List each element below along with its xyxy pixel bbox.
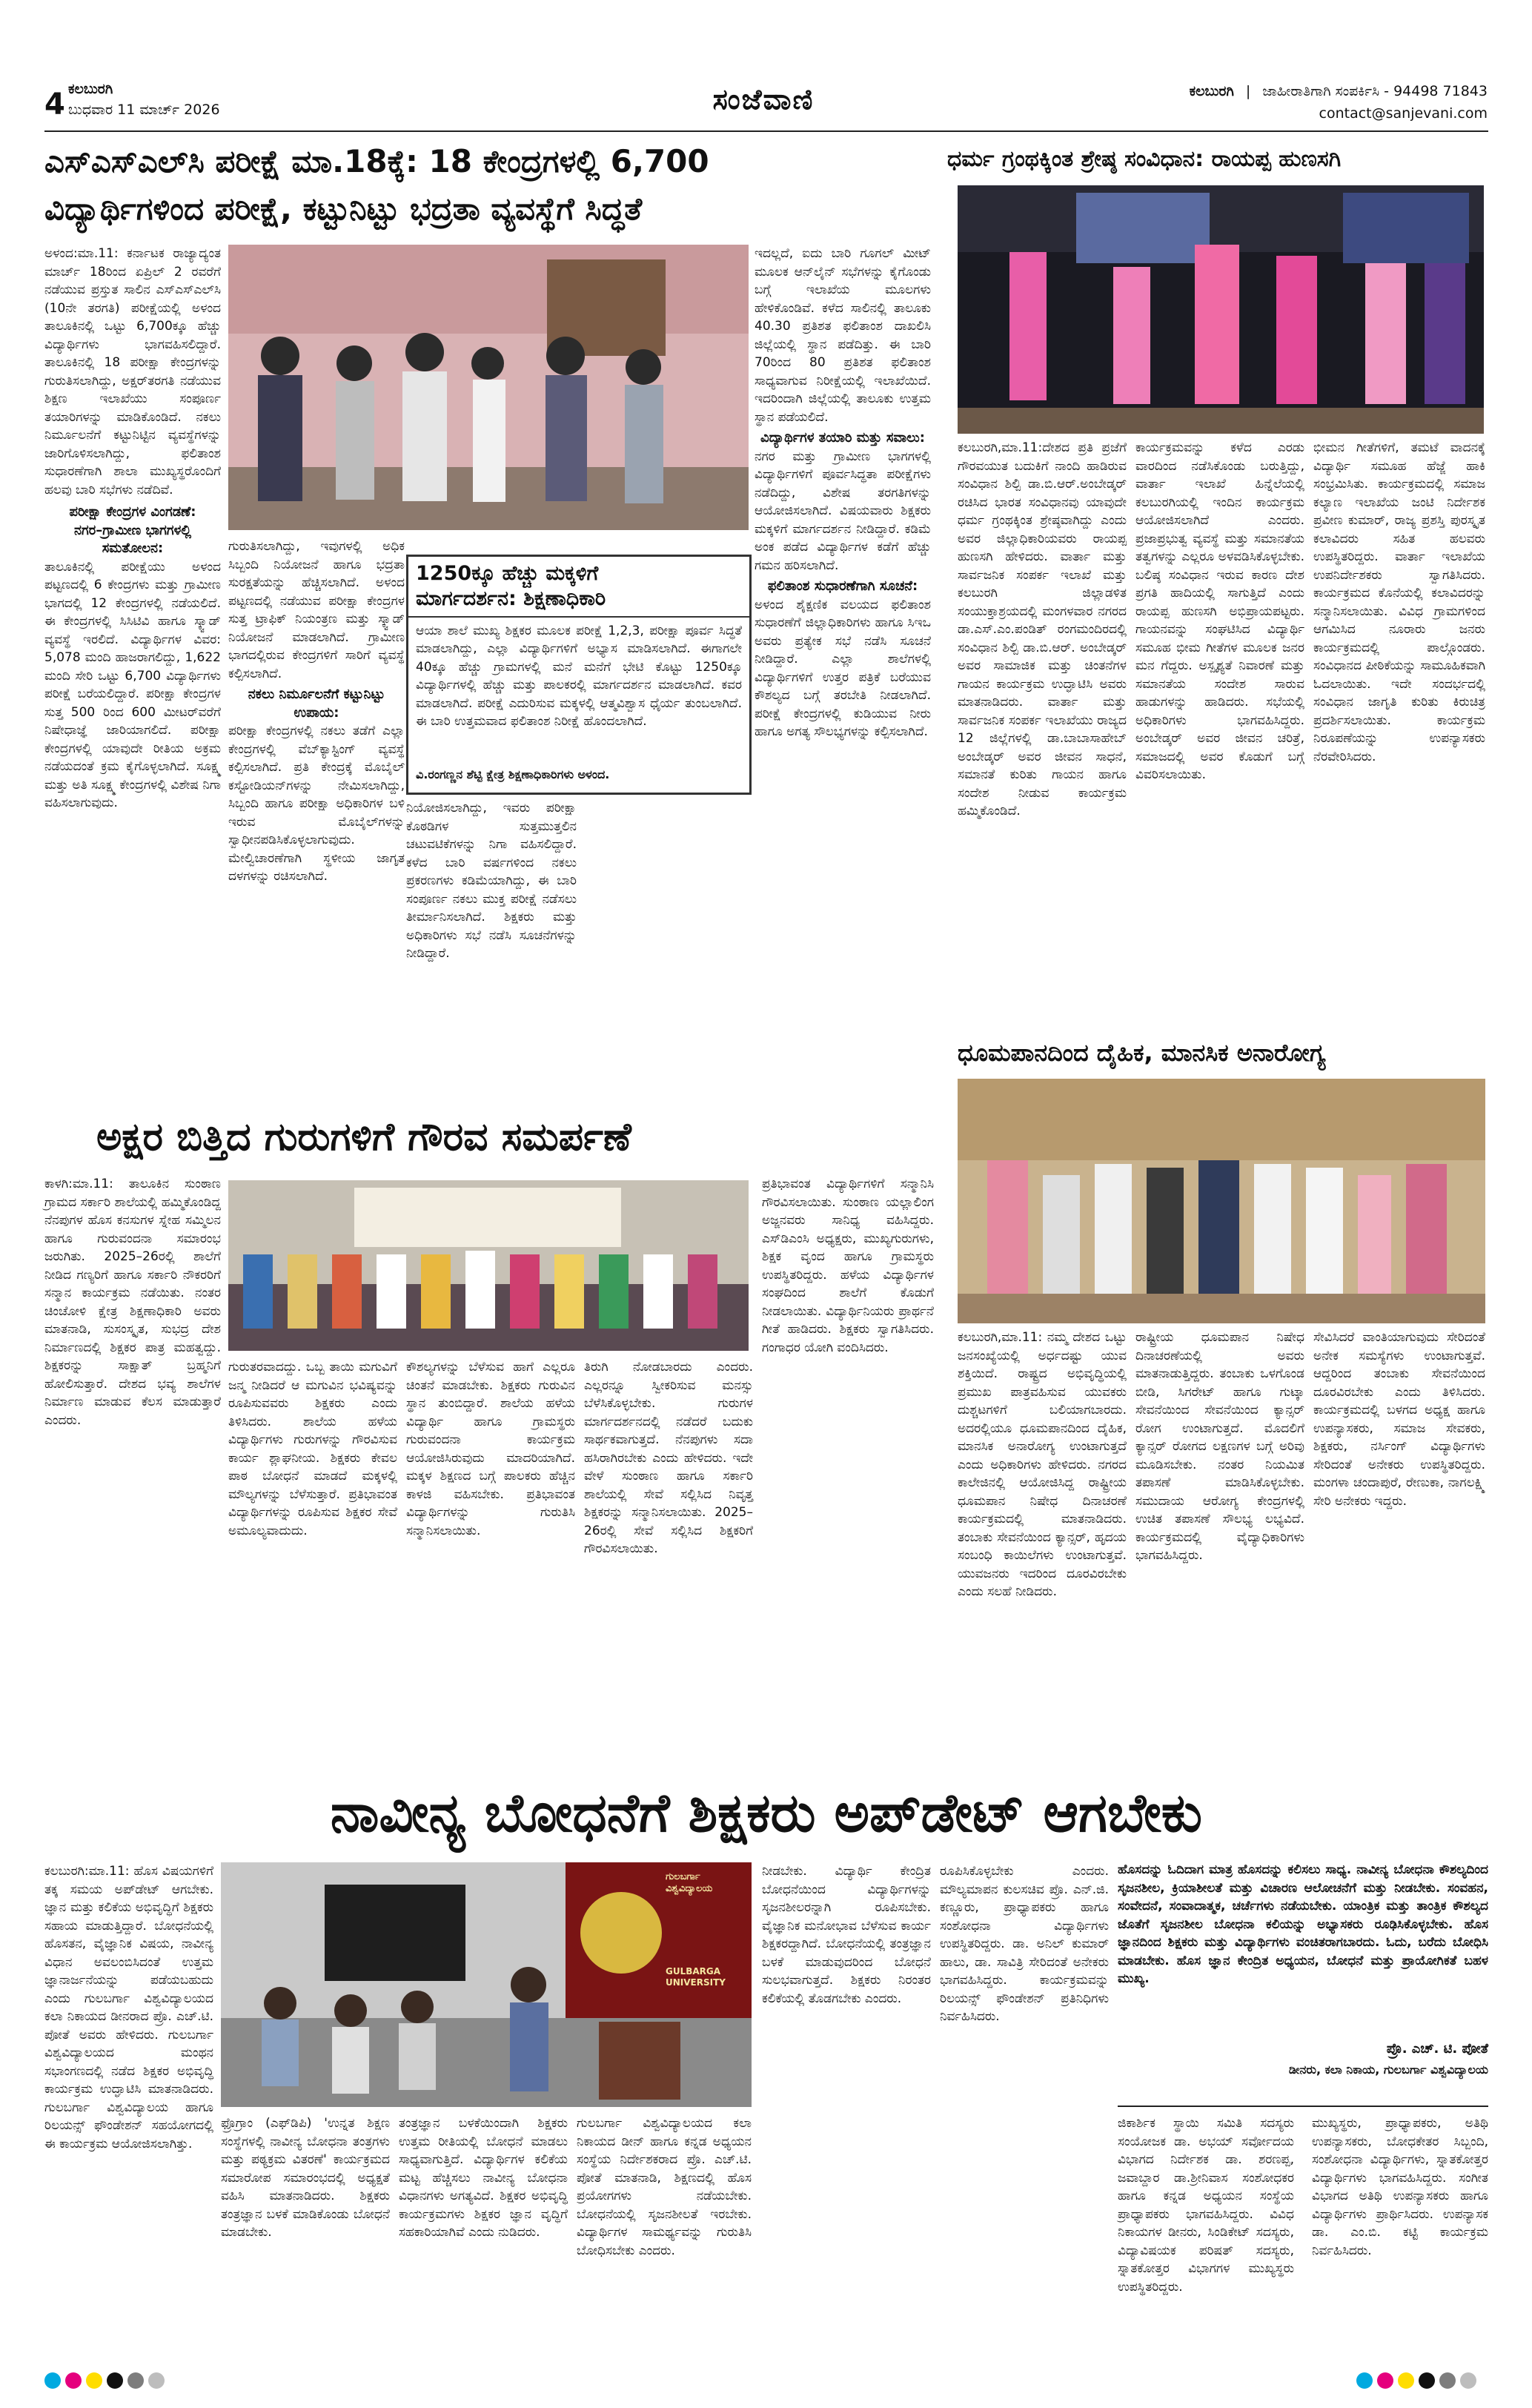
story5-column-4 xyxy=(577,2114,752,2352)
light-grey-dot xyxy=(148,2372,165,2389)
page-number: 4 xyxy=(44,87,65,122)
story3-column-2 xyxy=(1135,1329,1304,1766)
story1-col3b-text: ನಗರ ಮತ್ತು ಗ್ರಾಮೀಣ ಭಾಗಗಳಲ್ಲಿ ವಿದ್ಯಾರ್ಥಿಗಳಿಗೆ ಪೂರ್ವಸಿದ್ಧತಾ ಪರೀಕ್ಷೆಗಳು ನಡೆದಿದ್ದು, ವಿಶೇಷ ತರಗತಿಗಳನ್ನು ಆಯೋಜಿಸಲಾಗಿದೆ. ವಿಷಯವಾರು ಶಿಕ್ಷಕರು ಮಕ್ಕಳಿಗೆ ಮಾರ್ಗದರ್ಶನ ನೀಡಿದ್ದಾರೆ. ಕಡಿಮೆ ಅಂಕ ಪಡೆದ ವಿದ್ಯಾರ್ಥಿಗಳ ಕಡೆಗೆ ಹೆಚ್ಚು ಗಮನ ಹರಿಸಲಾಗಿದೆ. xyxy=(755,449,931,573)
story4-col1-text: ಕಾಳಗಿ:ಮಾ.11: ತಾಲೂಕಿನ ಸುಂಠಾಣ ಗ್ರಾಮದ ಸರ್ಕಾರಿ ಶಾಲೆಯಲ್ಲಿ ಹಮ್ಮಿಕೊಂಡಿದ್ದ ನೆನಪುಗಳ ಹೊಸ ಕನಸುಗಳ ಸ್ನೇಹ ಸಮ್ಮಿಲನ ಹಾಗೂ ಗುರುವಂದನಾ ಸಮಾರಂಭ ಜರುಗಿತು. 2025–26ರಲ್ಲಿ ಶಾಲೆಗೆ ನೀಡಿದ ಗಣ್ಯರಿಗೆ ಹಾಗೂ ಸರ್ಕಾರಿ ನೌಕರರಿಗೆ ಸನ್ಮಾನ ಕಾರ್ಯಕ್ರಮ ನಡೆಯಿತು. ನಂತರ ಚಿಂಚೋಳಿ ಕ್ಷೇತ್ರ ಶಿಕ್ಷಣಾಧಿಕಾರಿ ಅವರು ಮಾತನಾಡಿ, ಸುಸಂಸ್ಕೃತ, ಸುಭದ್ರ ದೇಶ ನಿರ್ಮಾಣದಲ್ಲಿ ಶಿಕ್ಷಕರ ಪಾತ್ರ ಮಹತ್ವದ್ದು. ಶಿಕ್ಷಕರನ್ನು ಸಾಕ್ಷಾತ್ ಬ್ರಹ್ಮನಿಗೆ ಹೋಲಿಸುತ್ತಾರೆ. ದೇಶದ ಭವ್ಯ ಶಾಲೆಗಳ ನಿರ್ಮಾಣ ಮಾಡುವ ಕೆಲಸ ಮಾಡುತ್ತಾರೆ ಎಂದರು. xyxy=(44,1177,221,1428)
header-date: ಬುಧವಾರ 11 ಮಾರ್ಚ್ 2026 xyxy=(68,102,220,118)
story5-banner-text: ಗುಲಬರ್ಗಾ ವಿಶ್ವವಿದ್ಯಾಲಯ xyxy=(666,1871,713,1894)
story5-photo xyxy=(221,1862,752,2107)
story1-column-3 xyxy=(755,245,931,1094)
header-rule xyxy=(44,130,1488,132)
header-email[interactable]: contact@sanjevani.com xyxy=(1319,105,1488,122)
light-grey-dot xyxy=(1460,2372,1476,2389)
story1-subhead-5: ಫಲಿತಾಂಶ ಸುಧಾರಣೆಗಾಗಿ ಸೂಚನೆ: xyxy=(767,578,918,594)
magenta-dot xyxy=(1377,2372,1393,2389)
color-registration-right xyxy=(1356,2372,1476,2389)
story1-subhead-4: ವಿದ್ಯಾರ್ಥಿಗಳ ತಯಾರಿ ಮತ್ತು ಸವಾಲು: xyxy=(760,430,925,446)
black-dot xyxy=(107,2372,123,2389)
story1-box-byline: ವಿ.ರಂಗಣ್ಣನ ಶೆಟ್ಟಿ ಕ್ಷೇತ್ರ ಶಿಕ್ಷಣಾಧಿಕಾರಿಗಳು ಅಳಂದ. xyxy=(416,767,610,781)
story2-column-2 xyxy=(1135,439,1304,1032)
story2-headline: ಧರ್ಮ ಗ್ರಂಥಕ್ಕಿಂತ ಶ್ರೇಷ್ಠ ಸಂವಿಧಾನ: ರಾಯಪ್ಪ ಹುಣಸಗಿ xyxy=(947,146,1342,172)
story4-column-5 xyxy=(762,1175,934,1776)
story5-column-5 xyxy=(762,1862,931,2352)
story1-subhead-3: ನಕಲು ನಿರ್ಮೂಲನೆಗೆ ಕಟ್ಟುನಿಟ್ಟು ಉಪಾಯ: xyxy=(248,687,385,721)
cyan-dot xyxy=(1356,2372,1373,2389)
story5-column-8 xyxy=(1118,2114,1294,2352)
story5-column-3 xyxy=(399,2114,568,2352)
story3-column-3 xyxy=(1313,1329,1485,1766)
story2-column-3 xyxy=(1313,439,1485,1032)
black-dot xyxy=(1419,2372,1435,2389)
cyan-dot xyxy=(44,2372,61,2389)
story4-column-4 xyxy=(584,1358,753,1776)
story1-subhead-1: ಪರೀಕ್ಷಾ ಕೇಂದ್ರಗಳ ವಿಂಗಡಣೆ: xyxy=(69,504,196,520)
story5-quote-name: ಪ್ರೊ. ಎಚ್. ಟಿ. ಪೋತೆ xyxy=(1386,2041,1488,2057)
header-city-right: ಕಲಬುರಗಿ xyxy=(1189,83,1234,99)
story4-col5-text: ಪ್ರತಿಭಾವಂತ ವಿದ್ಯಾರ್ಥಿಗಳಿಗೆ ಸನ್ಮಾನಿಸಿ ಗೌರವಿಸಲಾಯಿತು. ಸುಂಠಾಣ ಯಲ್ಲಾಲಿಂಗ ಅಜ್ಜನವರು ಸಾನಿಧ್ಯ ವಹಿಸಿದ್ದರು. ಎಸ್‌ಡಿಎಂಸಿ ಅಧ್ಯಕ್ಷರು, ಮುಖ್ಯಗುರುಗಳು, ಶಿಕ್ಷಕ ವೃಂದ ಹಾಗೂ ಗ್ರಾಮಸ್ಥರು ಉಪಸ್ಥಿತರಿದ್ದರು. ಹಳೆಯ ವಿದ್ಯಾರ್ಥಿಗಳ ಸಂಘದಿಂದ ಶಾಲೆಗೆ ಕೊಡುಗೆ ನೀಡಲಾಯಿತು. ವಿದ್ಯಾರ್ಥಿನಿಯರು ಪ್ರಾರ್ಥನೆ ಗೀತೆ ಹಾಡಿದರು. ಶಿಕ್ಷಕರು ಸ್ವಾಗತಿಸಿದರು. ಗಂಗಾಧರ ಯೋಗಿ ವಂದಿಸಿದರು. xyxy=(762,1177,934,1355)
story5-col6-text: ರೂಪಿಸಿಕೊಳ್ಳಬೇಕು ಎಂದರು. ಮೌಲ್ಯಮಾಪನ ಕುಲಸಚಿವ ಪ್ರೊ. ಎನ್.ಜಿ. ಕಣ್ಣೂರು, ಪ್ರಾಧ್ಯಾಪಕರು ಹಾಗೂ ಸಂಶೋಧನಾ ವಿದ್ಯಾರ್ಥಿಗಳು ಉಪಸ್ಥಿತರಿದ್ದರು. ಡಾ. ಅನಿಲ್ ಕುಮಾರ್ ಹಾಲು, ಡಾ. ಸಾವಿತ್ರಿ ಸೇರಿದಂತೆ ಅನೇಕರು ಭಾಗವಹಿಸಿದ್ದರು. ಕಾರ್ಯಕ್ರಮವನ್ನು ರಿಲಯನ್ಸ್ ಫೌಂಡೇಶನ್ ಪ್ರತಿನಿಧಿಗಳು ನಿರ್ವಹಿಸಿದರು. xyxy=(940,1864,1109,2024)
grey-dot xyxy=(127,2372,144,2389)
grey-dot xyxy=(1439,2372,1456,2389)
story1-col2c-text: ನಿಯೋಜಿಸಲಾಗಿದ್ದು, ಇವರು ಪರೀಕ್ಷಾ ಕೊಠಡಿಗಳ ಸುತ್ತಮುತ್ತಲಿನ ಚಟುವಟಿಕೆಗಳನ್ನು ನಿಗಾ ವಹಿಸಲಿದ್ದಾರೆ. ಕಳೆದ ಬಾರಿ ವರ್ಷಗಳಿಂದ ನಕಲು ಪ್ರಕರಣಗಳು ಕಡಿಮೆಯಾಗಿದ್ದು, ಈ ಬಾರಿ ಸಂಪೂರ್ಣ ನಕಲು ಮುಕ್ತ ಪರೀಕ್ಷೆ ನಡೆಸಲು ತೀರ್ಮಾನಿಸಲಾಗಿದೆ. ಶಿಕ್ಷಕರು ಮತ್ತು ಅಧಿಕಾರಿಗಳು ಸಭೆ ನಡೆಸಿ ಸೂಚನೆಗಳನ್ನು ನೀಡಿದ್ದಾರೆ. xyxy=(406,801,577,961)
story1-col2-text: ಗುರುತಿಸಲಾಗಿದ್ದು, ಇವುಗಳಲ್ಲಿ ಅಧಿಕ ಸಿಬ್ಬಂದಿ ನಿಯೋಜನೆ ಹಾಗೂ ಭದ್ರತಾ ಸುರಕ್ಷತೆಯನ್ನು ಹೆಚ್ಚಿಸಲಾಗಿದೆ. ಅಳಂದ ಪಟ್ಟಣದಲ್ಲಿ ನಡೆಯುವ ಪರೀಕ್ಷಾ ಕೇಂದ್ರಗಳ ಸುತ್ತ ಟ್ರಾಫಿಕ್ ನಿಯಂತ್ರಣ ಮತ್ತು ಸ್ಕ್ವಾಡ್ ನಿಯೋಜನೆ ಮಾಡಲಾಗಿದೆ. ಗ್ರಾಮೀಣ ಭಾಗದಲ್ಲಿರುವ ಕೇಂದ್ರಗಳಿಗೆ ಸಾರಿಗೆ ವ್ಯವಸ್ಥೆ ಕಲ್ಪಿಸಲಾಗಿದೆ. xyxy=(228,539,405,681)
story5-column-6 xyxy=(940,1862,1109,2352)
story5-col8-text: ಜಿಕಾರ್ಶಿಕ ಸ್ಥಾಯಿ ಸಮಿತಿ ಸದಸ್ಯರು ಸಂಯೋಜಕ ಡಾ. ಅಭಯ್ ಸರ್ವೋದಯ ವಿಭಾಗದ ನಿರ್ದೇಶಕ ಡಾ. ಶರಣಪ್ಪ, ಜವಾಬ್ದಾರ ಡಾ.ಶ್ರೀನಿವಾಸ ಸಂಶೋಧಕರ ಹಾಗೂ ಕನ್ನಡ ಅಧ್ಯಯನ ಸಂಸ್ಥೆಯ ಪ್ರಾಧ್ಯಾಪಕರು ಭಾಗವಹಿಸಿದ್ದರು. ವಿವಿಧ ನಿಕಾಯಗಳ ಡೀನರು, ಸಿಂಡಿಕೇಟ್ ಸದಸ್ಯರು, ವಿದ್ಯಾವಿಷಯಕ ಪರಿಷತ್ ಸದಸ್ಯರು, ಸ್ನಾತಕೋತ್ತರ ವಿಭಾಗಗಳ ಮುಖ್ಯಸ್ಥರು ಉಪಸ್ಥಿತರಿದ್ದರು. xyxy=(1118,2116,1294,2295)
story5-col1-text: ಕಲಬುರಗಿ:ಮಾ.11: ಹೊಸ ವಿಷಯಗಳಿಗೆ ತಕ್ಕ ಸಮಯ ಅಪ್‌ಡೇಟ್ ಆಗಬೇಕು. ಜ್ಞಾನ ಮತ್ತು ಕಲಿಕೆಯ ಅಭಿವೃದ್ಧಿಗೆ ಶಿಕ್ಷಕರು ಸಹಾಯ ಮಾಡುತ್ತಿದ್ದಾರೆ. ಬೋಧನೆಯಲ್ಲಿ ಹೊಸತನ, ವೈಜ್ಞಾನಿಕ ವಿಷಯ, ನಾವೀನ್ಯ ವಿಧಾನ ಅವಲಂಬಿಸಿದಂತೆ ಉತ್ತಮ ಜ್ಞಾನಾರ್ಜನೆಯನ್ನು ಪಡೆಯಬಹುದು ಎಂದು ಗುಲಬರ್ಗಾ ವಿಶ್ವವಿದ್ಯಾಲಯದ ಕಲಾ ನಿಕಾಯದ ಡೀನರಾದ ಪ್ರೊ. ಎಚ್.ಟಿ. ಪೋತೆ ಅವರು ಹೇಳಿದರು. ಗುಲಬರ್ಗಾ ವಿಶ್ವವಿದ್ಯಾಲಯದ ಮಂಥನ ಸಭಾಂಗಣದಲ್ಲಿ ನಡೆದ ಶಿಕ್ಷಕರ ಅಭಿವೃದ್ಧಿ ಕಾರ್ಯಕ್ರಮ ಉದ್ಘಾಟಿಸಿ ಮಾತನಾಡಿದರು. ಗುಲಬರ್ಗಾ ವಿಶ್ವವಿದ್ಯಾಲಯ ಹಾಗೂ ರಿಲಯನ್ಸ್ ಫೌಂಡೇಶನ್ ಸಹಯೋಗದಲ್ಲಿ ಈ ಕಾರ್ಯಕ್ರಮ ಆಯೋಜಿಸಲಾಗಿತ್ತು. xyxy=(44,1864,213,2151)
masthead-title: ಸಂಜೆವಾಣಿ xyxy=(712,83,815,116)
header-left xyxy=(68,79,220,120)
story5-col2-text: ಫ್ರೊಗ್ರಾಂ (ಎಫ್‌ಡಿಪಿ) 'ಉನ್ನತ ಶಿಕ್ಷಣ ಸಂಸ್ಥೆಗಳಲ್ಲಿ ನಾವೀನ್ಯ ಬೋಧನಾ ತಂತ್ರಗಳು ಮತ್ತು ಪಠ್ಯಕ್ರಮ ವಿತರಣೆ' ಕಾರ್ಯಕ್ರಮದ ಸಮಾರೋಪ ಸಮಾರಂಭದಲ್ಲಿ ಅಧ್ಯಕ್ಷತೆ ವಹಿಸಿ ಮಾತನಾಡಿದರು. ಶಿಕ್ಷಕರು ತಂತ್ರಜ್ಞಾನ ಬಳಕೆ ಮಾಡಿಕೊಂಡು ಬೋಧನೆ ಮಾಡಬೇಕು. xyxy=(221,2116,390,2240)
story3-column-1 xyxy=(958,1329,1127,1766)
story2-col3-text: ಭೀಮನ ಗೀತೆಗಳಿಗೆ, ತಮಟೆ ವಾದನಕ್ಕೆ ವಿದ್ಯಾರ್ಥಿ ಸಮೂಹ ಹೆಜ್ಜೆ ಹಾಕಿ ಸಂಭ್ರಮಿಸಿತು. ಕಾರ್ಯಕ್ರಮದಲ್ಲಿ ಸಮಾಜ ಕಲ್ಯಾಣ ಇಲಾಖೆಯ ಜಂಟಿ ನಿರ್ದೇಶಕ ಪ್ರವೀಣ ಕುಮಾರ್, ರಾಜ್ಯ ಪ್ರಶಸ್ತಿ ಪುರಸ್ಕೃತ ಕಲಾವಿದರು ಸಹಿತ ಹಲವರು ಉಪಸ್ಥಿತರಿದ್ದರು. ವಾರ್ತಾ ಇಲಾಖೆಯ ಉಪನಿರ್ದೇಶಕರು ಸ್ವಾಗತಿಸಿದರು. ಕಾರ್ಯಕ್ರಮದ ಕೊನೆಯಲ್ಲಿ ಕಲಾವಿದರನ್ನು ಸನ್ಮಾನಿಸಲಾಯಿತು. ವಿವಿಧ ಗ್ರಾಮಗಳಿಂದ ಆಗಮಿಸಿದ ನೂರಾರು ಜನರು ಕಾರ್ಯಕ್ರಮದಲ್ಲಿ ಪಾಲ್ಗೊಂಡರು. ಸಂವಿಧಾನದ ಪೀಠಿಕೆಯನ್ನು ಸಾಮೂಹಿಕವಾಗಿ ಓದಲಾಯಿತು. ಇದೇ ಸಂದರ್ಭದಲ್ಲಿ ಸಂವಿಧಾನ ಜಾಗೃತಿ ಕುರಿತು ಕಿರುಚಿತ್ರ ಪ್ರದರ್ಶಿಸಲಾಯಿತು. ಕಾರ್ಯಕ್ರಮ ನಿರೂಪಣೆಯನ್ನು ಉಪನ್ಯಾಸಕರು ನೆರವೇರಿಸಿದರು. xyxy=(1313,440,1485,764)
story3-headline: ಧೂಮಪಾನದಿಂದ ದೈಹಿಕ, ಮಾನಸಿಕ ಅನಾರೋಗ್ಯ xyxy=(958,1039,1326,1067)
story5-col4-text: ಗುಲಬರ್ಗಾ ವಿಶ್ವವಿದ್ಯಾಲಯದ ಕಲಾ ನಿಕಾಯದ ಡೀನ್ ಹಾಗೂ ಕನ್ನಡ ಅಧ್ಯಯನ ಸಂಸ್ಥೆಯ ನಿರ್ದೇಶಕರಾದ ಪ್ರೊ. ಎಚ್.ಟಿ. ಪೋತೆ ಮಾತನಾಡಿ, ಶಿಕ್ಷಣದಲ್ಲಿ ಹೊಸ ಪ್ರಯೋಗಗಳು ನಡೆಯಬೇಕು. ಬೋಧನೆಯಲ್ಲಿ ಸೃಜನಶೀಲತೆ ಇರಬೇಕು. ವಿದ್ಯಾರ್ಥಿಗಳ ಸಾಮರ್ಥ್ಯವನ್ನು ಗುರುತಿಸಿ ಬೋಧಿಸಬೇಕು ಎಂದರು. xyxy=(577,2116,752,2258)
story4-column-1 xyxy=(44,1175,221,1776)
story5-column-2 xyxy=(221,2114,390,2352)
story3-col3-text: ಸೇವಿಸಿದರೆ ವಾಂತಿಯಾಗುವುದು ಸೇರಿದಂತೆ ಅನೇಕ ಸಮಸ್ಯೆಗಳು ಉಂಟಾಗುತ್ತವೆ. ಆದ್ದರಿಂದ ತಂಬಾಕು ಸೇವನೆಯಿಂದ ದೂರವಿರಬೇಕು ಎಂದು ತಿಳಿಸಿದರು. ಕಾರ್ಯಕ್ರಮದಲ್ಲಿ ಬಳಗದ ಅಧ್ಯಕ್ಷ ಹಾಗೂ ಉಪನ್ಯಾಸಕರು, ಸಮಾಜ ಸೇವಕರು, ಶಿಕ್ಷಕರು, ನರ್ಸಿಂಗ್ ವಿದ್ಯಾರ್ಥಿಗಳು ಸೇರಿದಂತೆ ಅನೇಕರು ಉಪಸ್ಥಿತರಿದ್ದರು. ಮಂಗಳಾ ಚಂದಾಪುರೆ, ರೇಣುಕಾ, ನಾಗಲಕ್ಷ್ಮಿ ಸೇರಿ ಅನೇಕರು ಇದ್ದರು. xyxy=(1313,1330,1485,1509)
story2-col1-text: ಕಲಬುರಗಿ,ಮಾ.11:ದೇಶದ ಪ್ರತಿ ಪ್ರಜೆಗೆ ಗೌರವಯುತ ಬದುಕಿಗೆ ನಾಂದಿ ಹಾಡಿರುವ ಸಂವಿಧಾನ ಶಿಲ್ಪಿ ಡಾ.ಬಿ.ಆರ್.ಅಂಬೇಡ್ಕರ್ ರಚಿಸಿದ ಭಾರತ ಸಂವಿಧಾನವು ಯಾವುದೇ ಧರ್ಮ ಗ್ರಂಥಕ್ಕಿಂತ ಶ್ರೇಷ್ಠವಾಗಿದ್ದು ಎಂದು ಅವರ ಜಿಲ್ಲಾಧಿಕಾರಿಯವರು ರಾಯಪ್ಪ ಹುಣಸಗಿ ಹೇಳಿದರು. ವಾರ್ತಾ ಮತ್ತು ಸಾರ್ವಜನಿಕ ಸಂಪರ್ಕ ಇಲಾಖೆ ಮತ್ತು ಕಲಬುರಗಿ ಜಿಲ್ಲಾಡಳಿತ ಸಂಯುಕ್ತಾಶ್ರಯದಲ್ಲಿ ಮಂಗಳವಾರ ನಗರದ ಡಾ.ಎಸ್.ಎಂ.ಪಂಡಿತ್ ರಂಗಮಂದಿರದಲ್ಲಿ ಸಂವಿಧಾನ ಶಿಲ್ಪಿ ಡಾ.ಬಿ.ಆರ್. ಅಂಬೇಡ್ಕರ್ ಅವರ ಸಾಮಾಜಿಕ ಮತ್ತು ಚಿಂತನೆಗಳ ಗಾಯನ ಕಾರ್ಯಕ್ರಮ ಉದ್ಘಾಟಿಸಿ ಅವರು ಮಾತನಾಡಿದರು. ವಾರ್ತಾ ಮತ್ತು ಸಾರ್ವಜನಿಕ ಸಂಪರ್ಕ ಇಲಾಖೆಯು ರಾಜ್ಯದ 12 ಜಿಲ್ಲೆಗಳಲ್ಲಿ ಡಾ.ಬಾಬಾಸಾಹೇಬ್ ಅಂಬೇಡ್ಕರ್ ಅವರ ಜೀವನ ಸಾಧನೆ, ಸಮಾನತೆ ಕುರಿತು ಗಾಯನ ಹಾಗೂ ಸಂದೇಶ ನೀಡುವ ಕಾರ್ಯಕ್ರಮ ಹಮ್ಮಿಕೊಂಡಿದೆ. xyxy=(958,440,1127,818)
color-registration-left xyxy=(44,2372,165,2389)
story5-quote-box xyxy=(1118,1861,1488,2107)
story4-column-3 xyxy=(406,1358,575,1776)
story5-quote-text: ಹೊಸದನ್ನು ಓದಿದಾಗ ಮಾತ್ರ ಹೊಸದನ್ನು ಕಲಿಸಲು ಸಾಧ್ಯ. ನಾವೀನ್ಯ ಬೋಧನಾ ಕೌಶಲ್ಯದಿಂದ ಸೃಜನಶೀಲ, ಕ್ರಿಯಾಶೀಲತೆ ಮತ್ತು ವಿಚಾರಣ ಆಲೋಚನೆಗೆ ಮತ್ತು ನೀಡಬೇಕು. ಸಂವಹನ, ಸಂವೇದನೆ, ಸಂವಾದಾತ್ಮಕ, ಚರ್ಚೆಗಳು ನಡೆಯಬೇಕು. ಯಾಂತ್ರಿಕ ಮತ್ತು ತಾಂತ್ರಿಕ ಕೌಶಲ್ಯದ ಜೊತೆಗೆ ಸೃಜನಶೀಲ ಬೋಧನಾ ಕಲಿಯನ್ನು ಅಭ್ಯಾಸಕರು ರೂಢಿಸಿಕೊಳ್ಳಬೇಕು. ಹೊಸ ಜ್ಞಾನದಿಂದ ಶಿಕ್ಷಕರು ಮತ್ತು ವಿದ್ಯಾರ್ಥಿಗಳು ವಂಚಿತರಾಗಬಾರದು. ಓದು, ಬರೆದು ಬೋಧಿಸಿ ಮಾಡಬೇಕು. ಹೊಸ ಜ್ಞಾನ ಕೇಂದ್ರಿತ ಅಧ್ಯಯನ, ಬೋಧನೆ ಮತ್ತು ಪ್ರಾಯೋಗಿಕತೆ ಬಹಳ ಮುಖ್ಯ. xyxy=(1118,1862,1488,1986)
story1-col3-text: ಇದಲ್ಲದೆ, ಐದು ಬಾರಿ ಗೂಗಲ್ ಮೀಟ್ ಮೂಲಕ ಆನ್‌ಲೈನ್ ಸಭೆಗಳನ್ನು ಕೈಗೊಂಡು ಬಗ್ಗೆ ಇಲಾಖೆಯ ಮೂಲಗಳು ಹೇಳಿಕೊಂಡಿವೆ. ಕಳೆದ ಸಾಲಿನಲ್ಲಿ ತಾಲೂಕು 40.30 ಪ್ರತಿಶತ ಫಲಿತಾಂಶ ದಾಖಲಿಸಿ ಜಿಲ್ಲೆಯಲ್ಲಿ ಸ್ಥಾನ ಪಡೆದಿತ್ತು. ಈ ಬಾರಿ 70ರಿಂದ 80 ಪ್ರತಿಶತ ಫಲಿತಾಂಶ ಸಾಧ್ಯವಾಗುವ ನಿರೀಕ್ಷೆಯಲ್ಲಿ ಇಲಾಖೆಯಿದೆ. ಇದರಿಂದಾಗಿ ಜಿಲ್ಲೆಯಲ್ಲಿ ತಾಲೂಕು ಉತ್ತಮ ಸ್ಥಾನ ಪಡೆಯಲಿದೆ. xyxy=(755,246,931,425)
story4-column-2 xyxy=(228,1358,397,1776)
story1-photo xyxy=(228,245,749,530)
story5-banner-text-en: GULBARGA UNIVERSITY xyxy=(666,1966,726,1988)
story1-headline-1: ಎಸ್‌ಎಸ್‌ಎಲ್‌ಸಿ ಪರೀಕ್ಷೆ ಮಾ.18ಕ್ಕೆ: 18 ಕೇಂದ್ರಗಳಲ್ಲಿ 6,700 xyxy=(44,143,709,179)
header-right: ಕಲಬುರಗಿ | ಜಾಹೀರಾತಿಗಾಗಿ ಸಂಪರ್ಕಿಸಿ - 94498 71843 contact@sanjevani.com xyxy=(1190,80,1488,125)
story1-box-title-1: 1250ಕ್ಕೂ ಹೆಚ್ಚು ಮಕ್ಕಳಿಗೆ xyxy=(416,562,599,585)
story4-col3-text: ಕೌಶಲ್ಯಗಳನ್ನು ಬೆಳೆಸುವ ಹಾಗೆ ಎಲ್ಲರೂ ಚಿಂತನೆ ಮಾಡಬೇಕು. ಶಿಕ್ಷಕರು ಗುರುವಿನ ಸ್ಥಾನ ತುಂಬಿದ್ದಾರೆ. ಶಾಲೆಯ ಹಳೆಯ ವಿದ್ಯಾರ್ಥಿ ಹಾಗೂ ಗ್ರಾಮಸ್ಥರು ಗುರುವಂದನಾ ಕಾರ್ಯಕ್ರಮ ಆಯೋಜಿಸಿರುವುದು ಮಾದರಿಯಾಗಿದೆ. ಮಕ್ಕಳ ಶಿಕ್ಷಣದ ಬಗ್ಗೆ ಪಾಲಕರು ಹೆಚ್ಚಿನ ಕಾಳಜಿ ವಹಿಸಬೇಕು. ಪ್ರತಿಭಾವಂತ ವಿದ್ಯಾರ್ಥಿಗಳನ್ನು ಗುರುತಿಸಿ ಸನ್ಮಾನಿಸಲಾಯಿತು. xyxy=(406,1360,575,1538)
story4-headline: ಅಕ್ಷರ ಬಿತ್ತಿದ ಗುರುಗಳಿಗೆ ಗೌರವ ಸಮರ್ಪಣೆ xyxy=(96,1115,631,1160)
story4-col4-text: ತಿರುಗಿ ನೋಡಬಾರದು ಎಂದರು. ಎಲ್ಲರನ್ನೂ ಸ್ವೀಕರಿಸುವ ಮನಸ್ಸು ಬೆಳೆಸಿಕೊಳ್ಳಬೇಕು. ಗುರುಗಳ ಮಾರ್ಗದರ್ಶನದಲ್ಲಿ ನಡೆದರೆ ಬದುಕು ಸಾರ್ಥಕವಾಗುತ್ತದೆ. ನೆನಪುಗಳು ಸದಾ ಹಸಿರಾಗಿರಬೇಕು ಎಂದು ಹೇಳಿದರು. ಇದೇ ವೇಳೆ ಸುಂಠಾಣ ಹಾಗೂ ಸರ್ಕಾರಿ ಶಾಲೆಯಲ್ಲಿ ಸೇವೆ ಸಲ್ಲಿಸಿದ ನಿವೃತ್ತ ಶಿಕ್ಷಕರನ್ನು ಸನ್ಮಾನಿಸಲಾಯಿತು. 2025–26ರಲ್ಲಿ ಸೇವೆ ಸಲ್ಲಿಸಿದ ಶಿಕ್ಷಕರಿಗೆ ಗೌರವಿಸಲಾಯಿತು. xyxy=(584,1360,753,1556)
story5-col3-text: ತಂತ್ರಜ್ಞಾನ ಬಳಕೆಯಿಂದಾಗಿ ಶಿಕ್ಷಕರು ಉತ್ತಮ ರೀತಿಯಲ್ಲಿ ಬೋಧನೆ ಮಾಡಲು ಸಾಧ್ಯವಾಗುತ್ತಿದೆ. ವಿದ್ಯಾರ್ಥಿಗಳ ಕಲಿಕೆಯ ಮಟ್ಟ ಹೆಚ್ಚಿಸಲು ನಾವೀನ್ಯ ಬೋಧನಾ ವಿಧಾನಗಳು ಅಗತ್ಯವಿದೆ. ಶಿಕ್ಷಕರ ಅಭಿವೃದ್ಧಿ ಕಾರ್ಯಕ್ರಮಗಳು ಶಿಕ್ಷಕರ ಜ್ಞಾನ ವೃದ್ಧಿಗೆ ಸಹಕಾರಿಯಾಗಿವೆ ಎಂದು ನುಡಿದರು. xyxy=(399,2116,568,2240)
header-city-left: ಕಲಬುರಗಿ xyxy=(68,81,113,97)
header-ads-contact: ಜಾಹೀರಾತಿಗಾಗಿ ಸಂಪರ್ಕಿಸಿ - 94498 71843 xyxy=(1262,83,1488,99)
story1-column-1 xyxy=(44,245,221,1094)
story5-quote-title: ಡೀನರು, ಕಲಾ ನಿಕಾಯ, ಗುಲಬರ್ಗಾ ವಿಶ್ವವಿದ್ಯಾಲಯ xyxy=(1288,2063,1488,2077)
story1-headline-2: ವಿದ್ಯಾರ್ಥಿಗಳಿಂದ ಪರೀಕ್ಷೆ, ಕಟ್ಟುನಿಟ್ಟು ಭದ್ರತಾ ವ್ಯವಸ್ಥೆಗೆ ಸಿದ್ಧತೆ xyxy=(44,191,643,227)
yellow-dot xyxy=(1398,2372,1414,2389)
story1-info-box xyxy=(406,555,752,795)
story1-col3c-text: ಅಳಂದ ಶೈಕ್ಷಣಿಕ ವಲಯದ ಫಲಿತಾಂಶ ಸುಧಾರಣೆಗೆ ಜಿಲ್ಲಾಧಿಕಾರಿಗಳು ಹಾಗೂ ಸಿಇಒ ಅವರು ಪ್ರತ್ಯೇಕ ಸಭೆ ನಡೆಸಿ ಸೂಚನೆ ನೀಡಿದ್ದಾರೆ. ಎಲ್ಲಾ ಶಾಲೆಗಳಲ್ಲಿ ವಿದ್ಯಾರ್ಥಿಗಳಿಗೆ ಉತ್ತರ ಪತ್ರಿಕೆ ಬರೆಯುವ ಕೌಶಲ್ಯದ ಬಗ್ಗೆ ತರಬೇತಿ ನೀಡಲಾಗಿದೆ. ಪರೀಕ್ಷೆ ಕೇಂದ್ರಗಳಲ್ಲಿ ಕುಡಿಯುವ ನೀರು ಹಾಗೂ ಅಗತ್ಯ ಸೌಲಭ್ಯಗಳನ್ನು ಕಲ್ಪಿಸಲಾಗಿದೆ. xyxy=(755,597,931,739)
story3-photo xyxy=(958,1079,1485,1323)
story5-headline: ನಾವೀನ್ಯ ಬೋಧನೆಗೆ ಶಿಕ್ಷಕರು ಅಪ್‌ಡೇಟ್ ಆಗಬೇಕು xyxy=(330,1782,1203,1844)
story1-subhead-2: ನಗರ–ಗ್ರಾಮೀಣ ಭಾಗಗಳಲ್ಲಿ ಸಮತೋಲನ: xyxy=(73,522,192,556)
story1-col1-text: ಅಳಂದ:ಮಾ.11: ಕರ್ನಾಟಕ ರಾಜ್ಯಾದ್ಯಂತ ಮಾರ್ಚ್ 18ರಿಂದ ಏಪ್ರಿಲ್ 2 ರವರೆಗೆ ನಡೆಯುವ ಪ್ರಸ್ತುತ ಸಾಲಿನ ಎಸ್‌ಎಸ್‌ಎಲ್‌ಸಿ (10ನೇ ತರಗತಿ) ಪರೀಕ್ಷೆಯಲ್ಲಿ ಅಳಂದ ತಾಲೂಕಿನಲ್ಲಿ ಒಟ್ಟು 6,700ಕ್ಕೂ ಹೆಚ್ಚು ವಿದ್ಯಾರ್ಥಿಗಳು ಭಾಗವಹಿಸಲಿದ್ದಾರೆ. ತಾಲೂಕಿನಲ್ಲಿ 18 ಪರೀಕ್ಷಾ ಕೇಂದ್ರಗಳನ್ನು ಗುರುತಿಸಲಾಗಿದ್ದು, ಅಕ್ಷರ್‌ತರಗತಿ ನಡೆಯುವ ಶಿಕ್ಷಣ ಇಲಾಖೆಯು ಸಂಪೂರ್ಣ ತಯಾರಿಗಳನ್ನು ಮಾಡಿಕೊಂಡಿದೆ. ನಕಲು ನಿರ್ಮೂಲನೆಗೆ ಕಟ್ಟುನಿಟ್ಟಿನ ವ್ಯವಸ್ಥೆಗಳನ್ನು ಜಾರಿಗೊಳಿಸಲಾಗಿದ್ದು, ಫಲಿತಾಂಶ ಸುಧಾರಣೆಗಾಗಿ ಶಾಲಾ ಮುಖ್ಯಸ್ಥರೊಂದಿಗೆ ಹಲವು ಬಾರಿ ಸಭೆಗಳು ನಡೆದಿವೆ. xyxy=(44,246,221,497)
story1-column-2c xyxy=(406,799,577,1094)
story1-col2b-text: ಪರೀಕ್ಷಾ ಕೇಂದ್ರಗಳಲ್ಲಿ ನಕಲು ತಡೆಗೆ ಎಲ್ಲಾ ಕೇಂದ್ರಗಳಲ್ಲಿ ವೆಬ್‌ಕ್ಯಾಸ್ಟಿಂಗ್ ವ್ಯವಸ್ಥೆ ಕಲ್ಪಿಸಲಾಗಿದೆ. ಪ್ರತಿ ಕೇಂದ್ರಕ್ಕೆ ಮೊಬೈಲ್ ಕಸ್ಟೋಡಿಯನ್‌ಗಳನ್ನು ನೇಮಿಸಲಾಗಿದ್ದು, ಸಿಬ್ಬಂದಿ ಹಾಗೂ ಪರೀಕ್ಷಾ ಅಧಿಕಾರಿಗಳ ಬಳಿ ಇರುವ ಮೊಬೈಲ್‌ಗಳನ್ನು ಸ್ವಾಧೀನಪಡಿಸಿಕೊಳ್ಳಲಾಗುವುದು. ಮೇಲ್ವಿಚಾರಣೆಗಾಗಿ ಸ್ಥಳೀಯ ಜಾಗೃತ ದಳಗಳನ್ನು ರಚಿಸಲಾಗಿದೆ. xyxy=(228,724,405,884)
story4-col2-text: ಗುರುತರವಾದದ್ದು. ಒಬ್ಬ ತಾಯಿ ಮಗುವಿಗೆ ಜನ್ಮ ನೀಡಿದರೆ ಆ ಮಗುವಿನ ಭವಿಷ್ಯವನ್ನು ರೂಪಿಸುವವರು ಶಿಕ್ಷಕರು ಎಂದು ತಿಳಿಸಿದರು. ಶಾಲೆಯ ಹಳೆಯ ವಿದ್ಯಾರ್ಥಿಗಳು ಗುರುಗಳನ್ನು ಗೌರವಿಸುವ ಕಾರ್ಯ ಶ್ಲಾಘನೀಯ. ಶಿಕ್ಷಕರು ಕೇವಲ ಪಾಠ ಬೋಧನೆ ಮಾಡದೆ ಮಕ್ಕಳಲ್ಲಿ ಮೌಲ್ಯಗಳನ್ನು ಬೆಳೆಸುತ್ತಾರೆ. ಪ್ರತಿಭಾವಂತ ವಿದ್ಯಾರ್ಥಿಗಳನ್ನು ರೂಪಿಸುವ ಶಿಕ್ಷಕರ ಸೇವೆ ಅಮೂಲ್ಯವಾದುದು. xyxy=(228,1360,397,1538)
story3-col2-text: ರಾಷ್ಟ್ರೀಯ ಧೂಮಪಾನ ನಿಷೇಧ ದಿನಾಚರಣೆಯಲ್ಲಿ ಅವರು ಮಾತನಾಡುತ್ತಿದ್ದರು. ತಂಬಾಕು ಒಳಗೊಂಡ ಬೀಡಿ, ಸಿಗರೇಟ್ ಹಾಗೂ ಗುಟ್ಕಾ ಸೇವನೆಯಿಂದ ಸೇವನೆಯಿಂದ ಕ್ಯಾನ್ಸರ್ ರೋಗ ಉಂಟಾಗುತ್ತದೆ. ಮೊದಲಿಗೆ ಕ್ಯಾನ್ಸರ್ ರೋಗದ ಲಕ್ಷಣಗಳ ಬಗ್ಗೆ ಅರಿವು ಮೂಡಿಸಬೇಕು. ನಂತರ ನಿಯಮಿತ ತಪಾಸಣೆ ಮಾಡಿಸಿಕೊಳ್ಳಬೇಕು. ಸಮುದಾಯ ಆರೋಗ್ಯ ಕೇಂದ್ರಗಳಲ್ಲಿ ಉಚಿತ ತಪಾಸಣೆ ಸೌಲಭ್ಯ ಲಭ್ಯವಿದೆ. ಕಾರ್ಯಕ್ರಮದಲ್ಲಿ ವೈದ್ಯಾಧಿಕಾರಿಗಳು ಭಾಗವಹಿಸಿದ್ದರು. xyxy=(1135,1330,1304,1563)
story2-photo xyxy=(958,185,1484,434)
story5-col5-text: ನೀಡಬೇಕು. ವಿದ್ಯಾರ್ಥಿ ಕೇಂದ್ರಿತ ಬೋಧನೆಯಿಂದ ವಿದ್ಯಾರ್ಥಿಗಳನ್ನು ಸೃಜನಶೀಲರನ್ನಾಗಿ ರೂಪಿಸಬೇಕು. ವೈಜ್ಞಾನಿಕ ಮನೋಭಾವ ಬೆಳೆಸುವ ಕಾರ್ಯ ಶಿಕ್ಷಕರದ್ದಾಗಿದೆ. ಬೋಧನೆಯಲ್ಲಿ ತಂತ್ರಜ್ಞಾನ ಬಳಕೆ ಮಾಡುವುದರಿಂದ ಬೋಧನೆ ಸುಲಭವಾಗುತ್ತದೆ. ಶಿಕ್ಷಕರು ನಿರಂತರ ಕಲಿಕೆಯಲ್ಲಿ ತೊಡಗಬೇಕು ಎಂದರು. xyxy=(762,1864,931,2006)
yellow-dot xyxy=(86,2372,102,2389)
story1-column-2 xyxy=(228,538,405,884)
story1-box-title-2: ಮಾರ್ಗದರ್ಶನ: ಶಿಕ್ಷಣಾಧಿಕಾರಿ xyxy=(408,586,749,618)
story1-col1b-text: ತಾಲೂಕಿನಲ್ಲಿ ಪರೀಕ್ಷೆಯು ಅಳಂದ ಪಟ್ಟಣದಲ್ಲಿ 6 ಕೇಂದ್ರಗಳು ಮತ್ತು ಗ್ರಾಮೀಣ ಭಾಗದಲ್ಲಿ 12 ಕೇಂದ್ರಗಳಲ್ಲಿ ನಡೆಯಲಿದೆ. ಈ ಕೇಂದ್ರಗಳಲ್ಲಿ ಸಿಸಿಟಿವಿ ಹಾಗೂ ಸ್ಕ್ವಾಡ್ ವ್ಯವಸ್ಥೆ ಇರಲಿದೆ. ವಿದ್ಯಾರ್ಥಿಗಳ ವಿವರ: 5,078 ಮಂದಿ ಹಾಜರಾಗಲಿದ್ದು, 1,622 ಮಂದಿ ಸೇರಿ ಒಟ್ಟು 6,700 ವಿದ್ಯಾರ್ಥಿಗಳು ಪರೀಕ್ಷೆ ಬರೆಯಲಿದ್ದಾರೆ. ಪರೀಕ್ಷಾ ಕೇಂದ್ರಗಳ ಸುತ್ತ 500 ರಿಂದ 600 ಮೀಟರ್‌ವರೆಗೆ ನಿಷೇಧಾಜ್ಞೆ ಜಾರಿಯಾಗಲಿದೆ. ಪರೀಕ್ಷಾ ಕೇಂದ್ರಗಳಲ್ಲಿ ಯಾವುದೇ ರೀತಿಯ ಅಕ್ರಮ ನಡೆಯದಂತೆ ಕ್ರಮ ಕೈಗೊಳ್ಳಲಾಗಿದೆ. ಸೂಕ್ಷ್ಮ ಮತ್ತು ಅತಿ ಸೂಕ್ಷ್ಮ ಕೇಂದ್ರಗಳಲ್ಲಿ ವಿಶೇಷ ನಿಗಾ ವಹಿಸಲಾಗುವುದು. xyxy=(44,559,222,810)
story2-col2-text: ಕಾರ್ಯಕ್ರಮವನ್ನು ಕಳೆದ ಎರಡು ವಾರದಿಂದ ನಡೆಸಿಕೊಂಡು ಬರುತ್ತಿದ್ದು, ವಾರ್ತಾ ಇಲಾಖೆ ಹಿನ್ನೆಲೆಯಲ್ಲಿ ಕಲಬುರಗಿಯಲ್ಲಿ ಇಂದಿನ ಕಾರ್ಯಕ್ರಮ ಆಯೋಜಿಸಲಾಗಿದೆ ಎಂದರು. ಪ್ರಜಾಪ್ರಭುತ್ವ ವ್ಯವಸ್ಥೆ ಮತ್ತು ಸಮಾನತೆಯ ತತ್ವಗಳನ್ನು ಎಲ್ಲರೂ ಅಳವಡಿಸಿಕೊಳ್ಳಬೇಕು. ಬಲಿಷ್ಠ ಸಂವಿಧಾನ ಇರುವ ಕಾರಣ ದೇಶ ಪ್ರಗತಿ ಹಾದಿಯಲ್ಲಿ ಸಾಗುತ್ತಿದೆ ಎಂದು ರಾಯಪ್ಪ ಹುಣಸಗಿ ಅಭಿಪ್ರಾಯಪಟ್ಟರು. ಗಾಯನವನ್ನು ಸಂಘಟಿಸಿದ ವಿದ್ಯಾರ್ಥಿ ಸಮೂಹ ಭೀಮ ಗೀತೆಗಳ ಮೂಲಕ ಜನರ ಮನ ಗೆದ್ದರು. ಅಸ್ಪೃಶ್ಯತೆ ನಿವಾರಣೆ ಮತ್ತು ಸಮಾನತೆಯ ಸಂದೇಶ ಸಾರುವ ಹಾಡುಗಳನ್ನು ಹಾಡಿದರು. ಸಭೆಯಲ್ಲಿ ಅಧಿಕಾರಿಗಳು ಭಾಗವಹಿಸಿದ್ದರು. ಅಂಬೇಡ್ಕರ್ ಅವರ ಜೀವನ ಚರಿತ್ರೆ, ಸಮಾಜದಲ್ಲಿ ಅವರ ಕೊಡುಗೆ ಬಗ್ಗೆ ವಿವರಿಸಲಾಯಿತು. xyxy=(1135,440,1304,782)
story5-column-9 xyxy=(1312,2114,1488,2352)
story2-column-1 xyxy=(958,439,1127,1032)
story5-column-1 xyxy=(44,1862,213,2352)
masthead-logo xyxy=(652,83,875,116)
story5-col9-text: ಮುಖ್ಯಸ್ಥರು, ಪ್ರಾಧ್ಯಾಪಕರು, ಅತಿಥಿ ಉಪನ್ಯಾಸಕರು, ಬೋಧಕೇತರ ಸಿಬ್ಬಂದಿ, ಸಂಶೋಧನಾ ವಿದ್ಯಾರ್ಥಿಗಳು, ಸ್ನಾತಕೋತ್ತರ ವಿದ್ಯಾರ್ಥಿಗಳು ಭಾಗವಹಿಸಿದ್ದರು. ಸಂಗೀತ ವಿಭಾಗದ ಅತಿಥಿ ಉಪನ್ಯಾಸಕರು ಹಾಗೂ ವಿದ್ಯಾರ್ಥಿಗಳು ಪ್ರಾರ್ಥಿಸಿದರು. ಉಪನ್ಯಾಸಕ ಡಾ. ಎಂ.ಬಿ. ಕಟ್ಟಿ ಕಾರ್ಯಕ್ರಮ ನಿರ್ವಹಿಸಿದರು. xyxy=(1312,2116,1488,2258)
magenta-dot xyxy=(65,2372,82,2389)
story1-box-text: ಆಯಾ ಶಾಲೆ ಮುಖ್ಯ ಶಿಕ್ಷಕರ ಮೂಲಕ ಪರೀಕ್ಷೆ 1,2,3, ಪರೀಕ್ಷಾ ಪೂರ್ವ ಸಿದ್ಧತೆ ಮಾಡಲಾಗಿದ್ದು, ಎಲ್ಲಾ ವಿದ್ಯಾರ್ಥಿಗಳಿಗೆ ಅಭ್ಯಾಸ ಮಾಡಿಸಲಾಗಿದೆ. ಈಗಾಗಲೇ 40ಕ್ಕೂ ಹೆಚ್ಚು ಗ್ರಾಮಗಳಲ್ಲಿ ಮನೆ ಮನೆಗೆ ಭೇಟಿ ಕೊಟ್ಟು 1250ಕ್ಕೂ ವಿದ್ಯಾರ್ಥಿಗಳಲ್ಲಿ ಹೆಚ್ಚು ಮತ್ತು ಪಾಲಕರಲ್ಲಿ ಮಾರ್ಗದರ್ಶನ ಮಾಡಲಾಗಿದೆ. ಕವರ ಮಾಡಲಾಗಿದೆ. ಪರೀಕ್ಷೆ ಎದುರಿಸುವ ಮಕ್ಕಳಲ್ಲಿ ಆತ್ಮವಿಶ್ವಾಸ ಧೈರ್ಯ ತುಂಬಲಾಗಿದೆ. ಈ ಬಾರಿ ಉತ್ತಮವಾದ ಫಲಿತಾಂಶ ನಿರೀಕ್ಷೆ ಹೊಂದಲಾಗಿದೆ. xyxy=(416,623,742,729)
story4-photo xyxy=(228,1180,749,1351)
story3-col1-text: ಕಲಬುರಗಿ,ಮಾ.11: ನಮ್ಮ ದೇಶದ ಒಟ್ಟು ಜನಸಂಖ್ಯೆಯಲ್ಲಿ ಅರ್ಧದಷ್ಟು ಯುವ ಶಕ್ತಿಯಿದೆ. ರಾಷ್ಟ್ರದ ಅಭಿವೃದ್ಧಿಯಲ್ಲಿ ಪ್ರಮುಖ ಪಾತ್ರವಹಿಸುವ ಯುವಕರು ದುಶ್ಚಟಗಳಿಗೆ ಬಲಿಯಾಗಬಾರದು. ಅದರಲ್ಲಿಯೂ ಧೂಮಪಾನದಿಂದ ದೈಹಿಕ, ಮಾನಸಿಕ ಅನಾರೋಗ್ಯ ಉಂಟಾಗುತ್ತದೆ ಎಂದು ಅಧಿಕಾರಿಗಳು ಹೇಳಿದರು. ನಗರದ ಕಾಲೇಜಿನಲ್ಲಿ ಆಯೋಜಿಸಿದ್ದ ರಾಷ್ಟ್ರೀಯ ಧೂಮಪಾನ ನಿಷೇಧ ದಿನಾಚರಣೆ ಕಾರ್ಯಕ್ರಮದಲ್ಲಿ ಮಾತನಾಡಿದರು. ತಂಬಾಕು ಸೇವನೆಯಿಂದ ಕ್ಯಾನ್ಸರ್, ಹೃದಯ ಸಂಬಂಧಿ ಕಾಯಿಲೆಗಳು ಉಂಟಾಗುತ್ತವೆ. ಯುವಜನರು ಇದರಿಂದ ದೂರವಿರಬೇಕು ಎಂದು ಸಲಹೆ ನೀಡಿದರು. xyxy=(958,1330,1127,1599)
